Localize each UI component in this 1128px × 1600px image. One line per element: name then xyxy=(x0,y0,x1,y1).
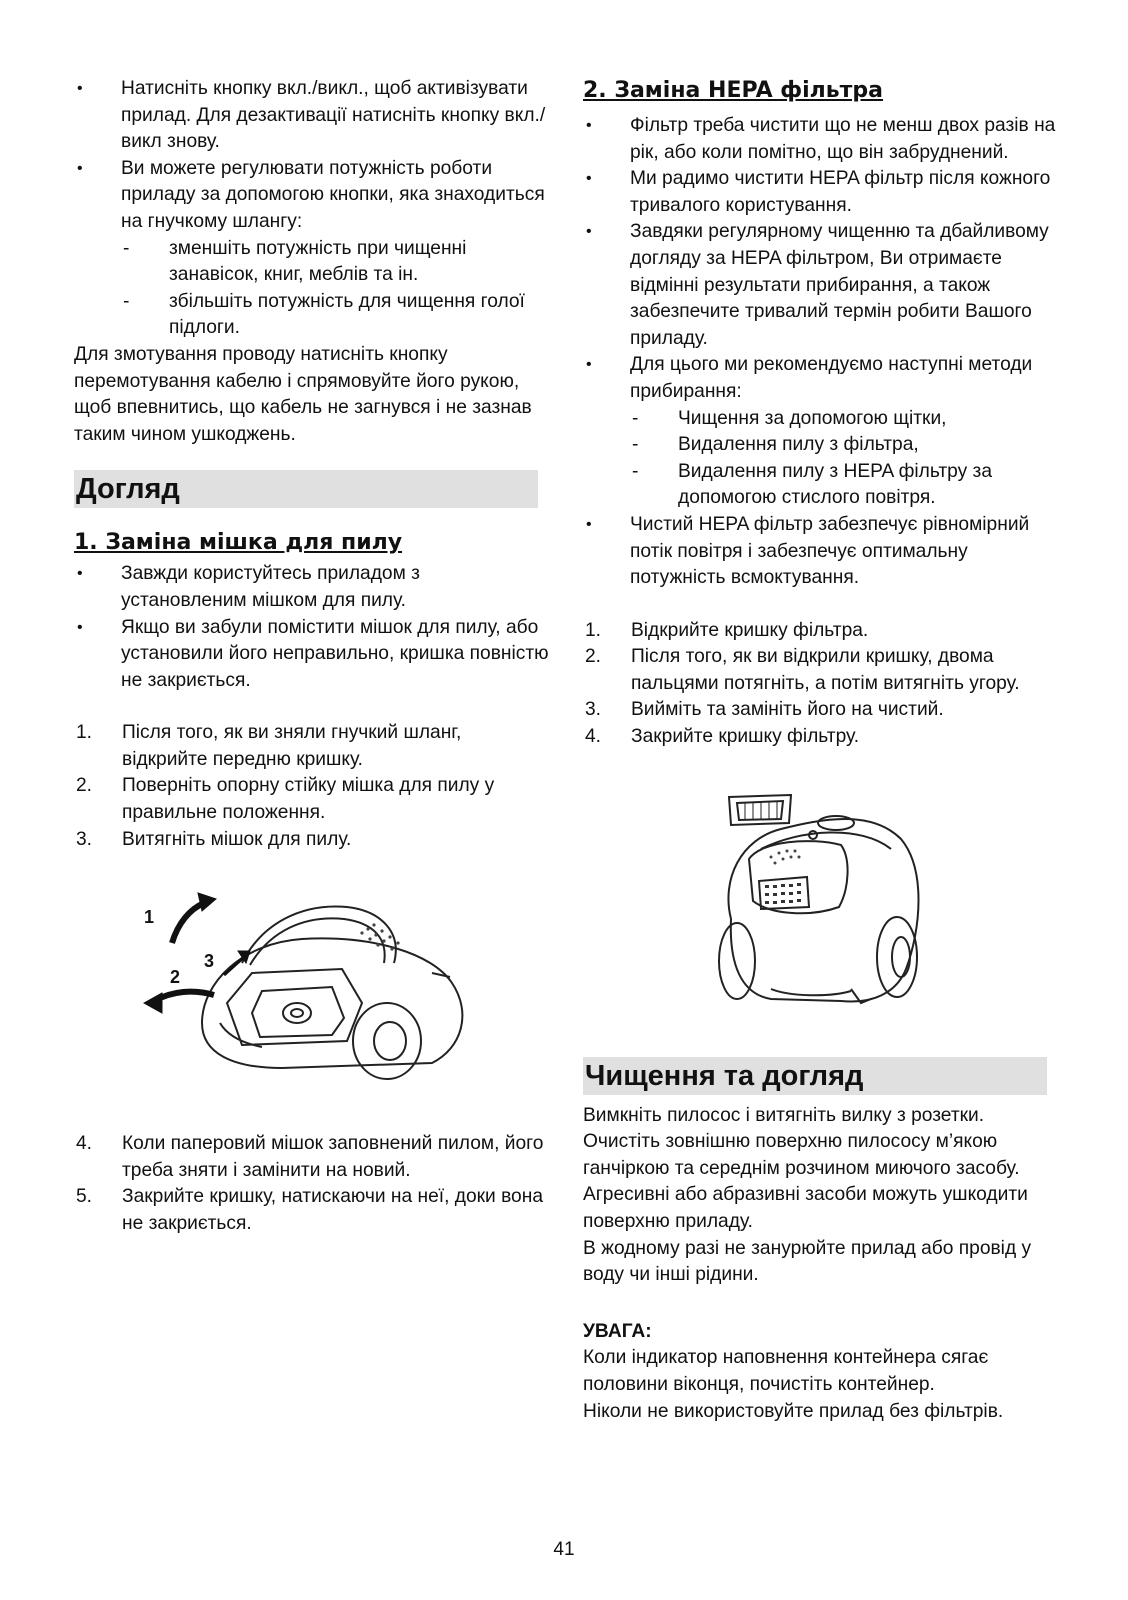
care-heading: Догляд xyxy=(74,470,538,508)
list-item: - зменшіть потужність при чищенні занавісок, книг, меблів та ін. xyxy=(123,237,467,286)
list-item: 5. Закрийте кришку, натискаючи на неї, доки вона не закриється. xyxy=(76,1186,543,1235)
list-item: • Для цього ми рекомендуємо наступні методи прибирання: - Чищення за допомогою щітки, - Видалення пилу з фільтра, - Видалення пилу з HEPA фільтру за допомогою стислого повітря. xyxy=(583,352,1059,512)
method-dash-list xyxy=(630,406,1059,512)
hepa-filter-illustration xyxy=(701,789,931,1019)
hepa-heading: 2. Заміна HEPA фільтра xyxy=(583,78,883,103)
power-bullets xyxy=(74,76,550,342)
list-item: • Завжди користуйтесь приладом з установленим мішком для пилу. xyxy=(77,563,420,611)
page-number: 41 xyxy=(553,1539,575,1560)
list-item: 2. Після того, як ви відкрили кришку, двома пальцями потягніть, а потім витягніть угору. xyxy=(585,646,1020,694)
list-item: - Чищення за допомогою щітки, xyxy=(632,407,947,429)
list-item: 3. Вийміть та замініть його на чистий. xyxy=(585,699,944,721)
hepa-steps xyxy=(583,618,1059,751)
hepa-bullets xyxy=(583,113,1059,592)
list-item: 1. Відкрийте кришку фільтра. xyxy=(585,619,869,641)
figure-label-1: 1 xyxy=(144,907,155,928)
bag-steps-first xyxy=(74,720,550,853)
cleaning-heading: Чищення та догляд xyxy=(583,1057,1047,1095)
list-item: • Якщо ви забули помістити мішок для пилу, або установили його неправильно, кришка повністю не закриється. xyxy=(77,616,549,691)
warning-label: УВАГА: xyxy=(583,1320,652,1342)
figure-label-3: 3 xyxy=(204,951,215,972)
list-item: - Видалення пилу з HEPA фільтру за допомогою стислого повітря. xyxy=(632,460,992,509)
list-item: - збільшіть потужність для чищення голої підлоги. xyxy=(123,290,525,339)
list-item: • Чистий HEPA фільтр забезпечує рівномірний потік повітря і забезпечує оптимальну потужність всмоктування. xyxy=(586,513,1030,589)
power-dash-list xyxy=(121,236,550,342)
cleaning-paragraph: Вимкніть пилосос і витягніть вилку з розетки. Очистіть зовнішню поверхню пилососу м’якою ганчіркою та середнім розчином миючого засобу. Агресивні або абразивні засоби можуть ушкодити поверхню приладу. xyxy=(583,1104,1028,1233)
bag-replacement-illustration xyxy=(132,873,492,1085)
cleaning-warning-paragraph: В жодному разі не занурюйте прилад або провід у воду чи інші рідини. xyxy=(583,1237,1032,1286)
list-item: 1. Після того, як ви зняли гнучкий шланг, відкрийте передню кришку. xyxy=(76,722,462,770)
list-item: • Ми радимо чистити HEPA фільтр після кожного тривалого користування. xyxy=(586,168,1051,216)
bag-bullets xyxy=(74,561,550,694)
list-item: - Видалення пилу з фільтра, xyxy=(632,434,919,456)
left-column xyxy=(74,76,550,1238)
bag-heading: 1. Заміна мішка для пилу xyxy=(74,530,403,556)
bag-steps-second xyxy=(74,1131,550,1237)
warning-paragraph: Коли індикатор наповнення контейнера сягає половини віконця, почистіть контейнер. xyxy=(583,1347,989,1395)
list-item: 4. Коли паперовий мішок заповнений пилом, його треба зняти і замінити на новий. xyxy=(76,1133,544,1181)
warning-paragraph: Ніколи не використовуйте прилад без фільтрів. xyxy=(583,1400,1004,1422)
list-item: 4. Закрийте кришку фільтру. xyxy=(585,726,860,748)
list-item: • Завдяки регулярному чищенню та дбайливому догляду за HEPA фільтром, Ви отримаєте відмінні результати прибирання, а також забезпечите тривалий термін робити Вашого приладу. xyxy=(586,221,1049,349)
list-item: • Ви можете регулювати потужність роботи приладу за допомогою кнопки, яка знаходиться на гнучкому шлангу: - зменшіть потужність при чищенні занавісок, книг, меблів та ін. - збільшіть потужність для чищення голої підлоги. xyxy=(74,156,550,342)
list-item: • Натисніть кнопку вкл./викл., щоб активізувати прилад. Для дезактивації натисніть кнопку вкл./викл знову. xyxy=(77,78,546,153)
cable-paragraph: Для змотування проводу натисніть кнопку перемотування кабелю і спрямовуйте його рукою, щоб впевнитись, що кабель не загнувся і не зазнав таким чином ушкоджень. xyxy=(74,343,532,445)
list-item: • Фільтр треба чистити що не менш двох разів на рік, або коли помітно, що він забруднений. xyxy=(586,115,1056,163)
list-item: 2. Поверніть опорну стійку мішка для пилу у правильне положення. xyxy=(76,775,495,824)
list-item: 3. Витягніть мішок для пилу. xyxy=(76,828,352,850)
right-column xyxy=(583,76,1059,1425)
figure-label-2: 2 xyxy=(170,967,181,988)
